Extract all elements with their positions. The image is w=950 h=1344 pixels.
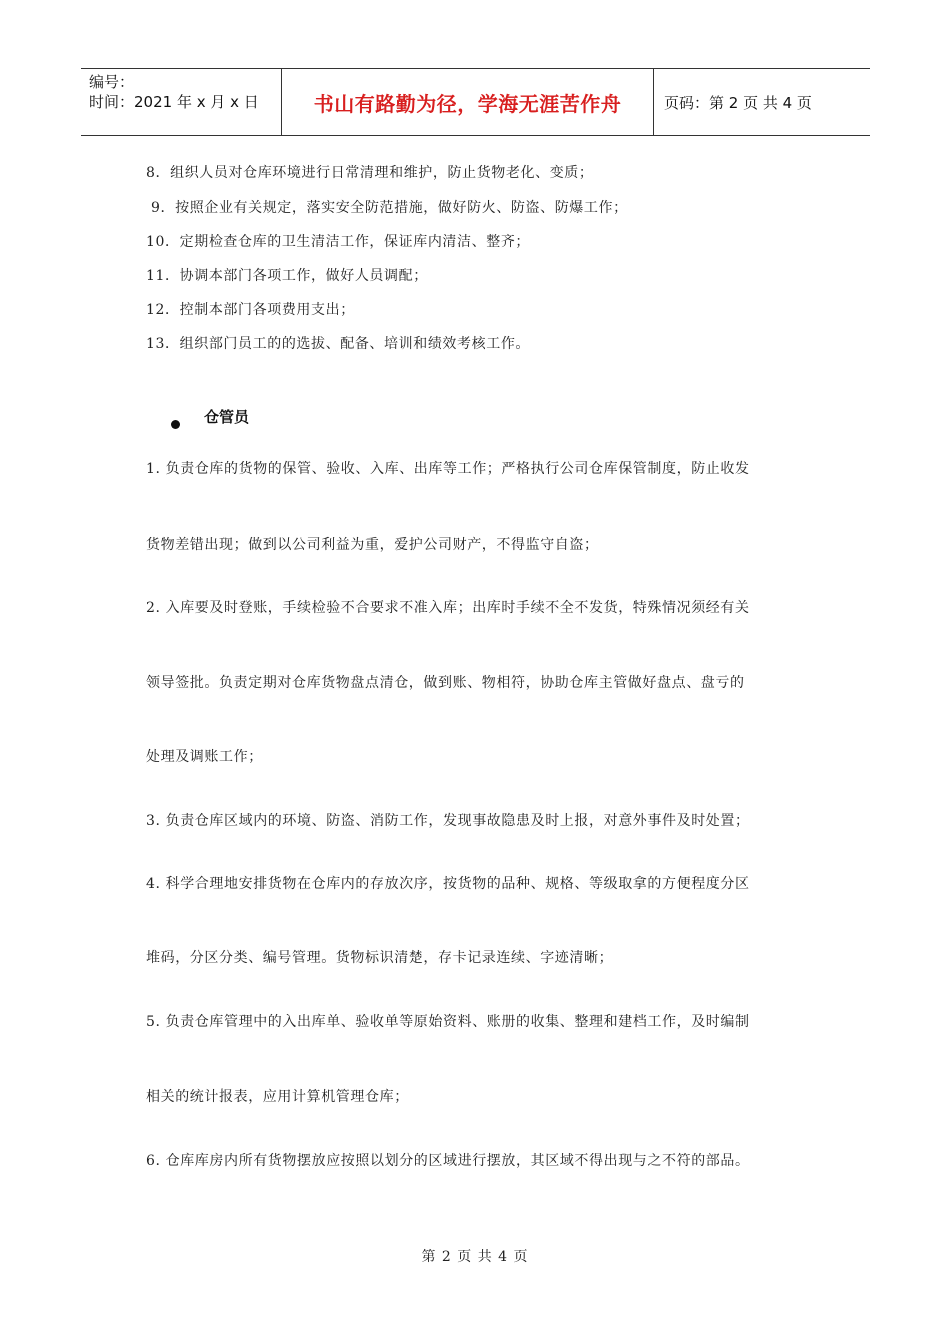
- section-title: 仓管员: [204, 408, 250, 426]
- keeper-duty-line: 领导签批。负责定期对仓库货物盘点清仓，做到账、物相符，协助仓库主管做好盘点、盘亏的: [146, 675, 745, 691]
- duty-item-8: 8．组织人员对仓库环境进行日常清理和维护，防止货物老化、变质；: [146, 165, 594, 181]
- keeper-duty-line: 3. 负责仓库区域内的环境、防盗、消防工作，发现事故隐患及时上报，对意外事件及时处置；: [146, 813, 750, 829]
- keeper-duty-line: 6. 仓库库房内所有货物摆放应按照以划分的区域进行摆放，其区域不得出现与之不符的部品。: [146, 1153, 750, 1169]
- duty-item-10: 10．定期检查仓库的卫生清洁工作，保证库内清洁、整齐；: [146, 234, 531, 250]
- page-footer: 第 2 页 共 4 页: [421, 1249, 529, 1265]
- keeper-duty-line: 2. 入库要及时登账，手续检验不合要求不准入库；出库时手续不全不发货，特殊情况须经有关: [146, 600, 750, 616]
- duty-item-11: 11．协调本部门各项工作，做好人员调配；: [146, 268, 428, 284]
- keeper-duty-line: 堆码，分区分类、编号管理。货物标识清楚，存卡记录连续、字迹清晰；: [146, 950, 614, 966]
- keeper-duty-line: 处理及调账工作；: [146, 749, 263, 765]
- keeper-duty-line: 货物差错出现；做到以公司利益为重，爱护公司财产，不得监守自盗；: [146, 537, 599, 553]
- keeper-duty-line: 4. 科学合理地安排货物在仓库内的存放次序，按货物的品种、规格、等级取拿的方便程度分区: [146, 876, 750, 892]
- header-page-number: 页码：第 2 页 共 4 页: [664, 93, 812, 112]
- document-date-label: 时间：2021 年 x 月 x 日: [89, 93, 259, 111]
- keeper-duty-line: 相关的统计报表，应用计算机管理仓库；: [146, 1089, 409, 1105]
- duty-item-12: 12．控制本部门各项费用支出；: [146, 302, 355, 318]
- keeper-duty-line: 1. 负责仓库的货物的保管、验收、入库、出库等工作；严格执行公司仓库保管制度，防止收发: [146, 461, 750, 477]
- duty-item-13: 13．组织部门员工的的选拔、配备、培训和绩效考核工作。: [146, 336, 531, 352]
- keeper-duty-line: 5. 负责仓库管理中的入出库单、验收单等原始资料、账册的收集、整理和建档工作，及时编制: [146, 1014, 750, 1030]
- bullet-icon: [171, 420, 180, 429]
- duty-item-9: 9．按照企业有关规定，落实安全防范措施，做好防火、防盗、防爆工作；: [151, 200, 628, 216]
- document-number-label: 编号：: [89, 73, 135, 91]
- header-motto: 书山有路勤为径，学海无涯苦作舟: [313, 91, 622, 116]
